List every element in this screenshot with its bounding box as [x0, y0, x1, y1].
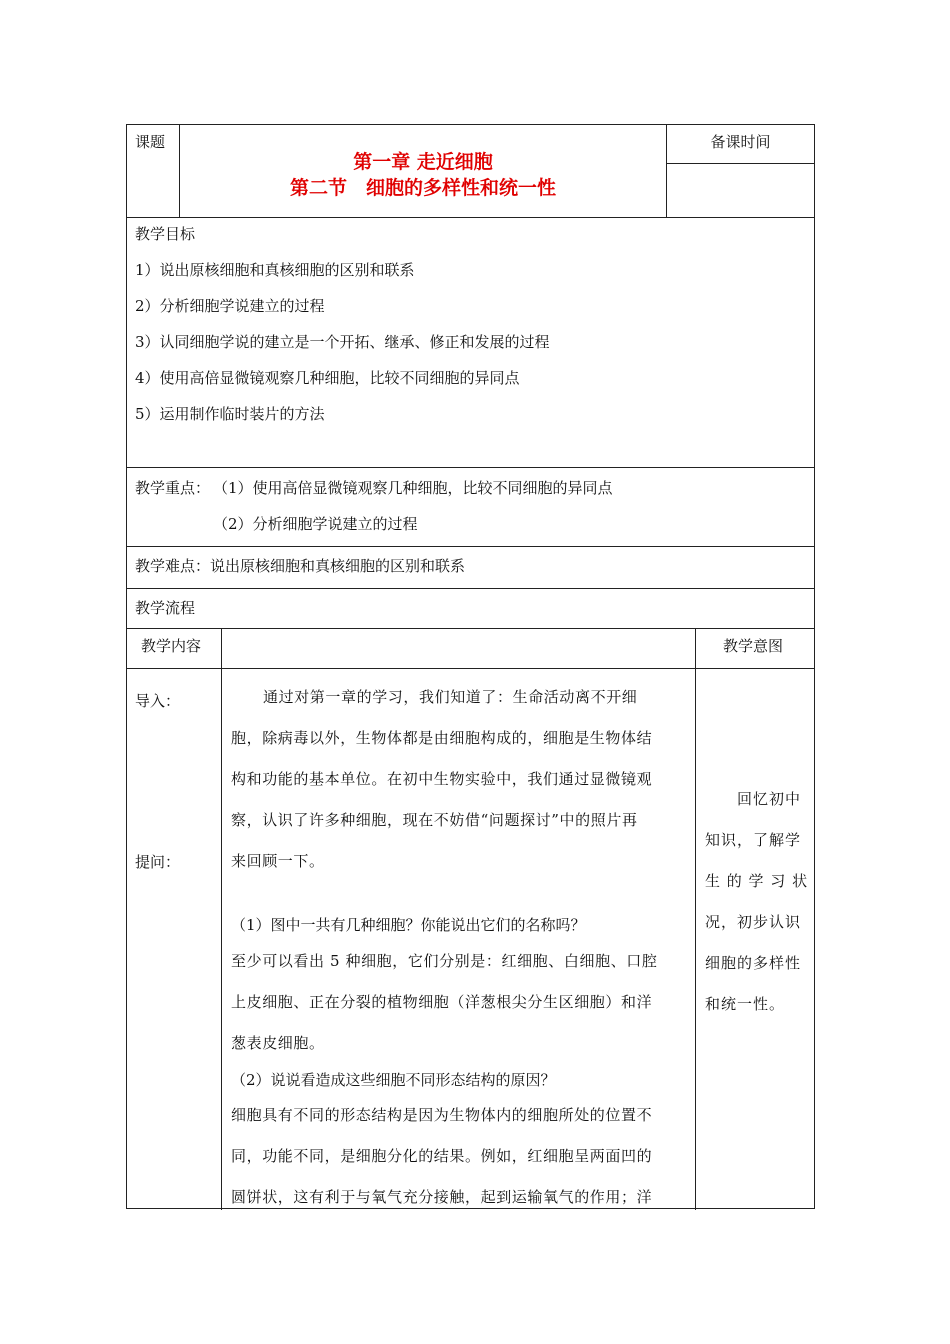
question-1: （1）图中一共有几种细胞？你能说出它们的名称吗？	[231, 916, 586, 934]
divider	[127, 546, 815, 547]
divider	[666, 163, 815, 164]
lesson-plan-table	[126, 124, 815, 1209]
teaching-intent	[705, 779, 811, 1025]
intent-line: 和统一性。	[705, 995, 786, 1013]
answer-line: 细胞具有不同的形态结构是因为生物体内的细胞所处的位置不	[231, 1106, 653, 1124]
intent-line: 况，初步认识	[705, 913, 802, 931]
answer-line: 葱表皮细胞。	[231, 1034, 325, 1052]
divider	[221, 628, 222, 1210]
intro-line: 构和功能的基本单位。在初中生物实验中，我们通过显微镜观	[231, 770, 653, 788]
question-2: （2）说说看造成这些细胞不同形态结构的原因？	[231, 1071, 556, 1089]
difficulty-text: 教学难点：说出原核细胞和真核细胞的区别和联系	[135, 557, 466, 575]
intro-line: 胞，除病毒以外，生物体都是由细胞构成的，细胞是生物体结	[231, 729, 653, 747]
section-title: 第二节 细胞的多样性和统一性	[289, 177, 556, 199]
answer-line: 至少可以看出 5 种细胞，它们分别是：红细胞、白细胞、口腔	[231, 952, 658, 970]
intent-line: 生 的 学 习 状	[705, 872, 809, 890]
divider	[127, 217, 815, 218]
objectives-heading: 教学目标	[135, 225, 196, 243]
intent-line: 细胞的多样性	[705, 954, 802, 972]
divider	[127, 588, 815, 589]
intent-line: 回忆初中	[737, 790, 802, 808]
key-points-label: 教学重点：	[135, 479, 211, 497]
objective-item: 2）分析细胞学说建立的过程	[135, 297, 325, 315]
divider	[127, 668, 815, 669]
divider	[127, 628, 815, 629]
intro-label: 导入：	[135, 692, 181, 710]
divider	[127, 467, 815, 468]
intro-line: 察，认识了许多种细胞，现在不妨借“问题探讨”中的照片再	[231, 811, 638, 829]
answer-line: 上皮细胞、正在分裂的植物细胞（洋葱根尖分生区细胞）和洋	[231, 993, 653, 1011]
answer-1	[231, 941, 691, 1064]
answer-2	[231, 1095, 691, 1218]
intent-column-header: 教学意图	[723, 637, 784, 655]
topic-label: 课题	[135, 133, 166, 151]
objective-item: 3）认同细胞学说的建立是一个开拓、继承、修正和发展的过程	[135, 333, 550, 351]
objective-item: 1）说出原核细胞和真核细胞的区别和联系	[135, 261, 415, 279]
divider	[695, 628, 696, 1210]
answer-line: 同，功能不同，是细胞分化的结果。例如，红细胞呈两面凹的	[231, 1147, 653, 1165]
objective-item: 4）使用高倍显微镜观察几种细胞，比较不同细胞的异同点	[135, 369, 520, 387]
key-point-item: （1）使用高倍显微镜观察几种细胞，比较不同细胞的异同点	[213, 479, 613, 497]
prep-time-label: 备课时间	[710, 133, 771, 151]
intent-line: 知识，了解学	[705, 831, 802, 849]
question-label: 提问：	[135, 853, 181, 871]
chapter-title: 第一章 走近细胞	[353, 151, 493, 173]
intro-line: 通过对第一章的学习，我们知道了：生命活动离不开细	[263, 688, 638, 706]
content-column-header: 教学内容	[141, 637, 202, 655]
answer-line: 圆饼状，这有利于与氧气充分接触，起到运输氧气的作用；洋	[231, 1188, 653, 1206]
objective-item: 5）运用制作临时装片的方法	[135, 405, 325, 423]
flow-heading: 教学流程	[135, 599, 196, 617]
key-point-item: （2）分析细胞学说建立的过程	[213, 515, 418, 533]
intro-paragraph	[231, 677, 691, 882]
intro-line: 来回顾一下。	[231, 852, 325, 870]
